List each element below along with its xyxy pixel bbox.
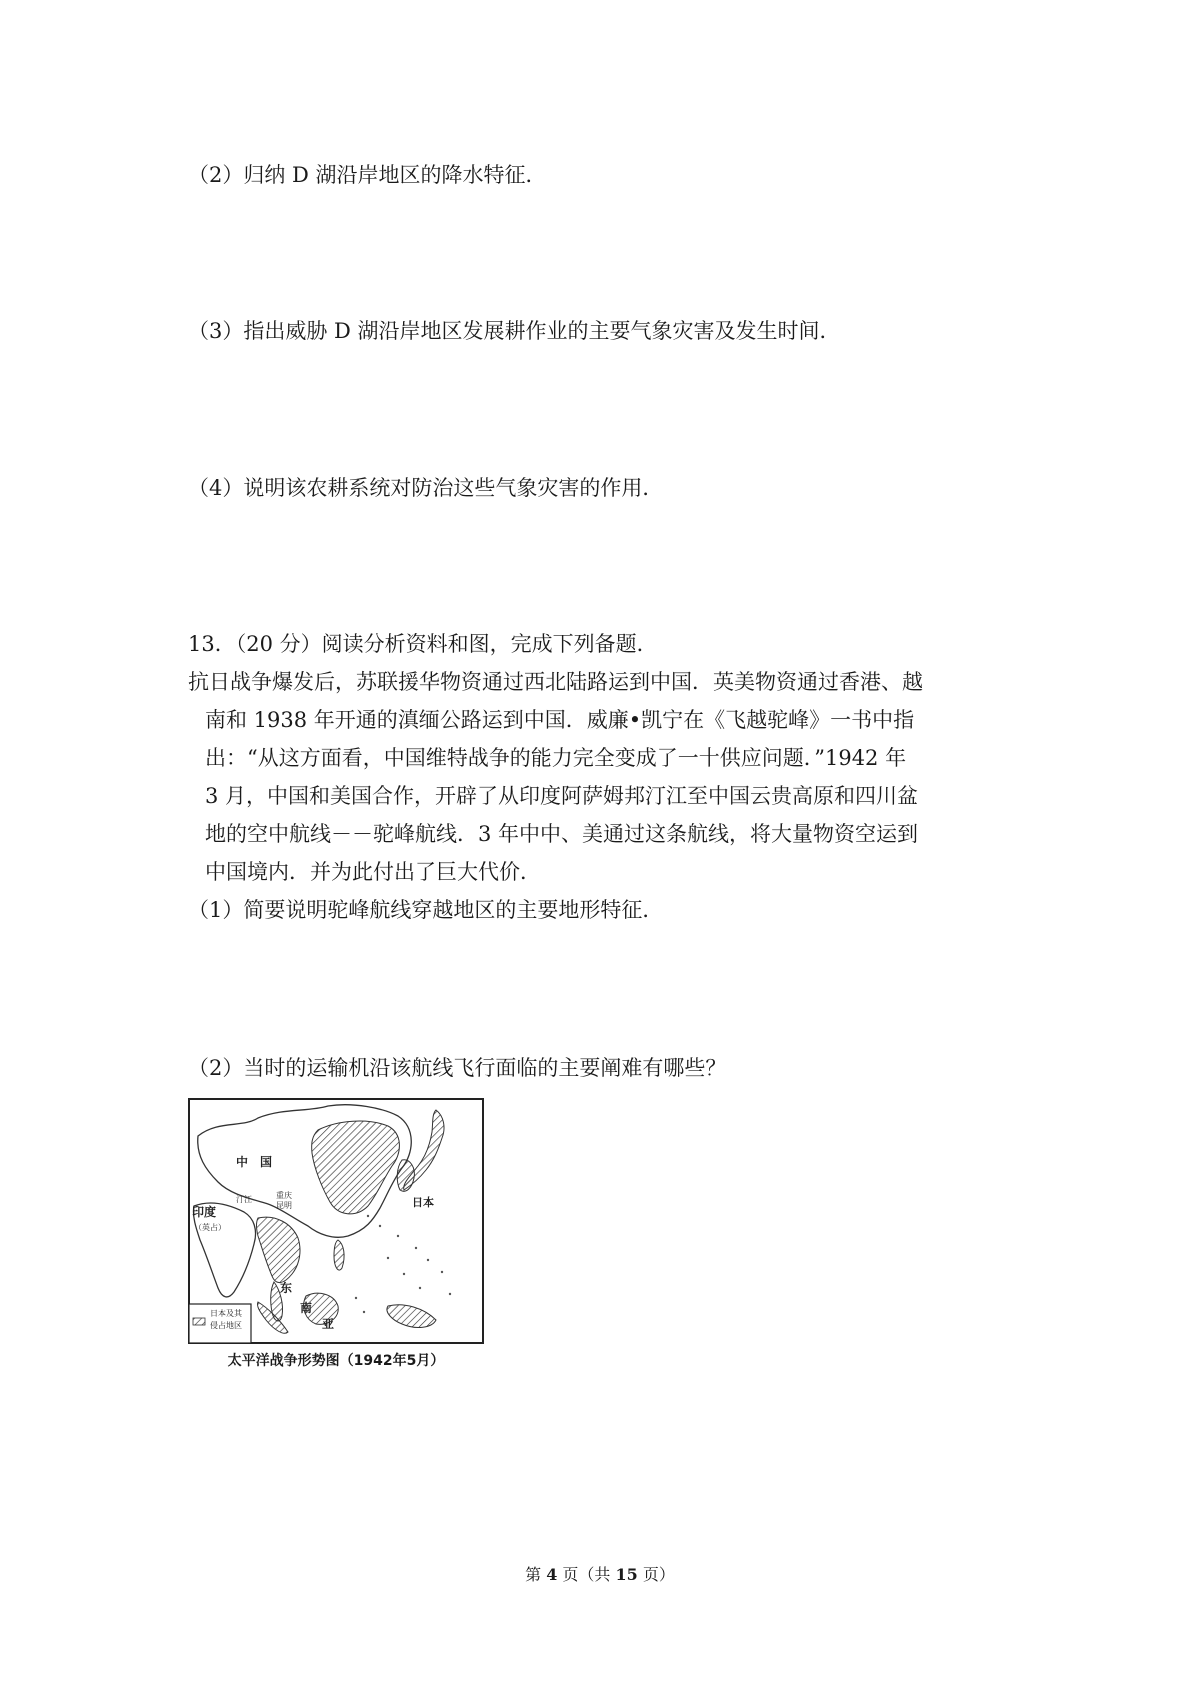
label-southeast-asia-3: 亚 [322,1317,335,1331]
question-12-part-3: （3）指出威胁 D 湖沿岸地区发展耕作业的主要气象灾害及发生时间． [188,319,841,343]
passage-line-4: 3 月，中国和美国合作，开辟了从印度阿萨姆邦汀江至中国云贵高原和四川盆 [205,784,919,808]
question-13-part-1: （1）简要说明驼峰航线穿越地区的主要地形特征． [188,898,664,922]
label-china: 中 国 [236,1155,273,1169]
legend-hatch-swatch [193,1318,205,1325]
footer-suffix: 页） [637,1565,675,1584]
footer-prefix: 第 [525,1565,547,1584]
map-caption: 太平洋战争形势图（1942年5月） [227,1353,445,1369]
label-india-sub: （英占） [194,1223,226,1232]
label-india: 印度 [192,1205,217,1219]
footer-page-number: 4 [546,1565,558,1584]
footer-middle: 页（共 [557,1565,616,1584]
label-southeast-asia-1: 东 [280,1281,293,1295]
question-13-header: 13．（20 分）阅读分析资料和图，完成下列备题． [188,632,658,656]
label-legend-2: 侵占地区 [210,1321,242,1330]
page-footer [0,1562,1200,1585]
passage-line-2: 南和 1938 年开通的滇缅公路运到中国．威廉•凯宁在《飞越驼峰》一书中指 [205,708,915,732]
passage-line-1: 抗日战争爆发后，苏联援华物资通过西北陆路运到中国．英美物资通过香港、越 [188,670,923,694]
label-southeast-asia-2: 南 [300,1301,313,1315]
question-12-part-2: （2）归纳 D 湖沿岸地区的降水特征． [188,163,547,187]
label-kunming: 昆明 [276,1201,292,1210]
passage-line-5: 地的空中航线－－驼峰航线．3 年中中、美通过这条航线，将大量物资空运到 [205,822,919,846]
passage-line-3: 出：“从这方面看，中国维特战争的能力完全变成了一十供应问题．”1942 年 [205,746,907,770]
label-legend-1: 日本及其 [210,1309,242,1318]
question-13-part-2: （2）当时的运输机沿该航线飞行面临的主要阐难有哪些？ [188,1056,727,1080]
question-12-part-4: （4）说明该农耕系统对防治这些气象灾害的作用． [188,476,664,500]
pacific-war-map [188,1098,484,1344]
footer-total-pages: 15 [615,1565,638,1584]
label-dingjiang: 汀江 [236,1195,252,1204]
passage-line-6: 中国境内．并为此付出了巨大代价． [205,860,541,884]
label-chongqing: 重庆 [276,1191,292,1200]
label-japan: 日本 [412,1196,434,1209]
